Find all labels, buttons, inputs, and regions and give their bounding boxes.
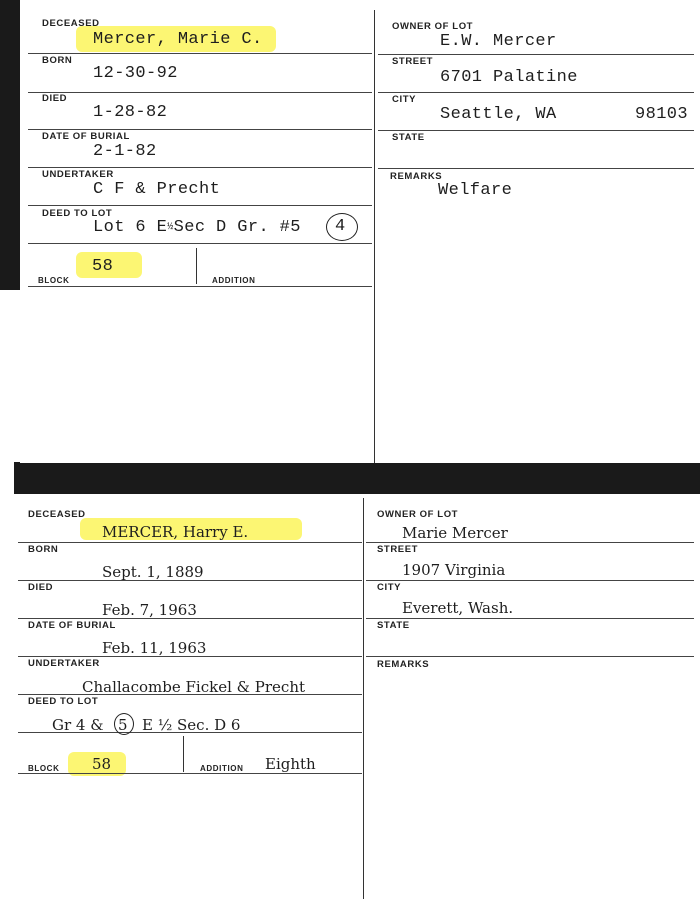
- died-label: DIED: [42, 93, 68, 104]
- street-value: 6701 Palatine: [440, 68, 578, 87]
- died-value: 1-28-82: [93, 103, 168, 122]
- column-divider: [374, 10, 375, 463]
- block-value: 58: [92, 755, 112, 773]
- burial-label: DATE OF BURIAL: [28, 620, 116, 631]
- deceased-label: DECEASED: [42, 18, 100, 29]
- rule: [28, 92, 372, 93]
- block-value: 58: [92, 257, 114, 276]
- deed-label: DEED TO LOT: [42, 208, 113, 219]
- block-divider: [196, 248, 197, 284]
- street-label: STREET: [392, 56, 434, 67]
- undertaker-value: C F & Precht: [93, 180, 221, 199]
- street-value: 1907 Virginia: [402, 561, 506, 579]
- rule: [366, 580, 694, 581]
- deed-circled-value: 4: [335, 217, 346, 236]
- rule: [18, 773, 362, 774]
- burial-value: 2-1-82: [93, 142, 157, 161]
- city-label: CITY: [377, 582, 402, 593]
- deed-fraction: ½: [167, 222, 174, 233]
- block-label: BLOCK: [28, 764, 60, 773]
- street-label: STREET: [377, 544, 419, 555]
- undertaker-label: UNDERTAKER: [42, 169, 114, 180]
- scan-edge-left: [0, 0, 20, 290]
- state-label: STATE: [392, 132, 425, 143]
- deed-value: [93, 218, 301, 237]
- owner-value: E.W. Mercer: [440, 32, 557, 51]
- born-value: 12-30-92: [93, 64, 178, 83]
- rule: [366, 656, 694, 657]
- burial-label: DATE OF BURIAL: [42, 131, 130, 142]
- city-value: Seattle, WA: [440, 105, 557, 124]
- rule: [28, 167, 372, 168]
- block-divider: [183, 736, 184, 772]
- remarks-label: REMARKS: [390, 171, 443, 182]
- undertaker-label: UNDERTAKER: [28, 658, 100, 669]
- rule: [18, 542, 362, 543]
- zip-value: 98103: [635, 105, 689, 124]
- owner-label: OWNER OF LOT: [377, 509, 459, 520]
- remarks-label: REMARKS: [377, 659, 430, 670]
- scan-edge-right: [690, 462, 700, 492]
- addition-value: Eighth: [265, 755, 316, 773]
- city-value: Everett, Wash.: [402, 599, 514, 617]
- rule: [378, 168, 694, 169]
- rule: [378, 130, 694, 131]
- state-label: STATE: [377, 620, 410, 631]
- born-value: Sept. 1, 1889: [102, 563, 204, 581]
- rule: [366, 542, 694, 543]
- died-value: Feb. 7, 1963: [102, 601, 197, 619]
- deed-circled-value: 5: [118, 716, 128, 734]
- deed-value-post: E ½ Sec. D 6: [142, 716, 241, 734]
- died-label: DIED: [28, 582, 54, 593]
- rule: [378, 92, 694, 93]
- undertaker-value: Challacombe Fickel & Precht: [82, 678, 306, 696]
- deed-label: DEED TO LOT: [28, 696, 99, 707]
- rule: [28, 129, 372, 130]
- addition-label: ADDITION: [200, 764, 244, 773]
- deed-text-pre: Lot 6 E: [93, 218, 168, 237]
- scan-separator: [14, 462, 700, 494]
- born-label: BORN: [42, 55, 73, 66]
- rule: [28, 205, 372, 206]
- owner-label: OWNER OF LOT: [392, 21, 474, 32]
- rule: [366, 618, 694, 619]
- rule: [28, 286, 372, 287]
- city-label: CITY: [392, 94, 417, 105]
- born-label: BORN: [28, 544, 59, 555]
- deceased-value: MERCER, Harry E.: [102, 523, 249, 541]
- deceased-label: DECEASED: [28, 509, 86, 520]
- deceased-value: Mercer, Marie C.: [93, 30, 263, 49]
- burial-value: Feb. 11, 1963: [102, 639, 207, 657]
- rule: [28, 53, 372, 54]
- bottom-record-card: [18, 494, 694, 899]
- owner-value: Marie Mercer: [402, 524, 508, 542]
- top-record-card: [20, 0, 700, 463]
- deed-value-pre: Gr 4 &: [52, 716, 104, 734]
- block-label: BLOCK: [38, 276, 70, 285]
- addition-label: ADDITION: [212, 276, 256, 285]
- remarks-value: Welfare: [438, 181, 513, 200]
- column-divider: [363, 498, 364, 899]
- deed-text-post: Sec D Gr. #5: [173, 218, 301, 237]
- rule: [28, 243, 372, 244]
- rule: [378, 54, 694, 55]
